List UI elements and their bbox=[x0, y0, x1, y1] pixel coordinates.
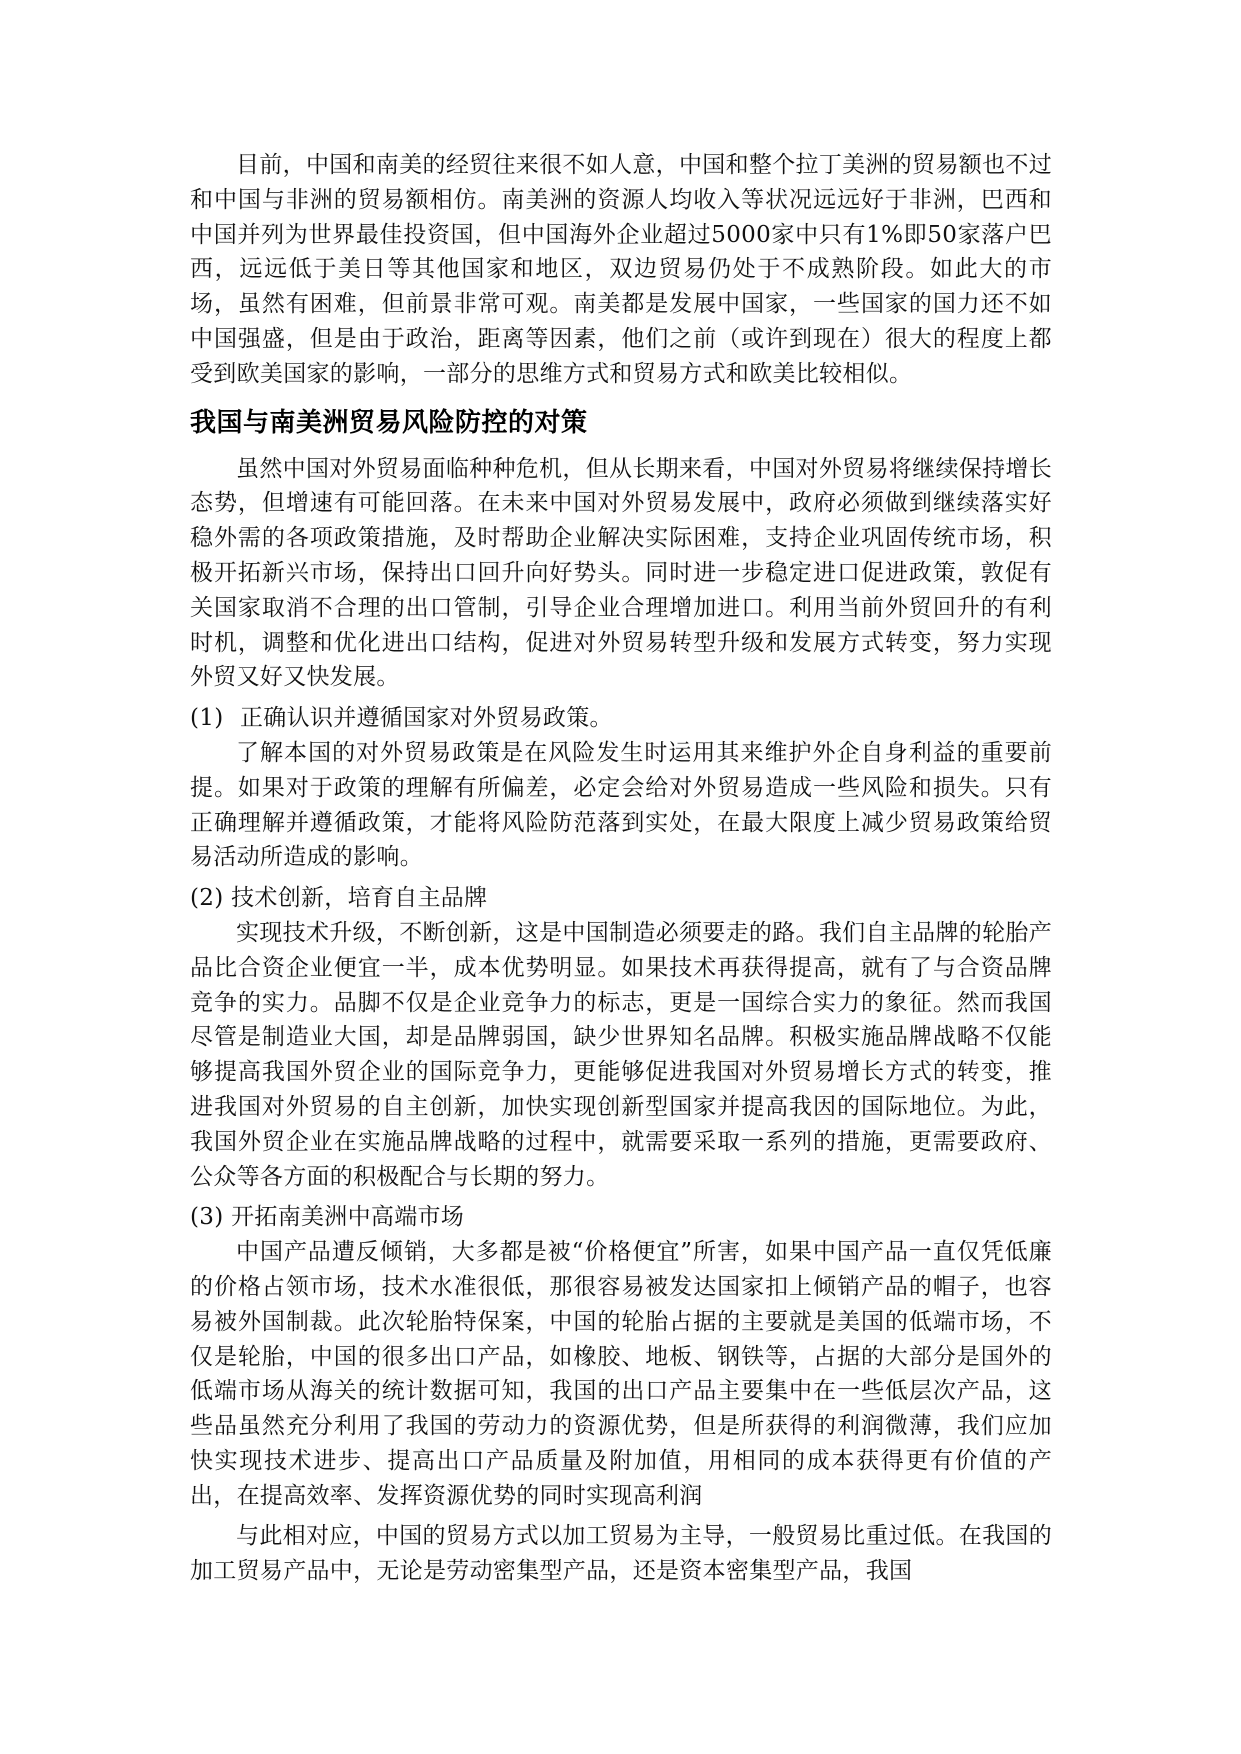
item-2-number: (2) bbox=[190, 885, 224, 912]
item-1-body: 了解本国的对外贸易政策是在风险发生时运用其来维护外企自身利益的重要前提。如果对于政策的理解有所偏差，必定会给对外贸易造成一些风险和损失。只有正确理解并遵循政策，才能将风险防范落到实处，在最大限度上减少贸易政策给贸易活动所造成的影响。 bbox=[190, 739, 1052, 871]
item-3-title: 开拓南美洲中高端市场 bbox=[231, 1204, 465, 1231]
item-3-body: 中国产品遭反倾销，大多都是被“价格便宜”所害，如果中国产品一直仅凭低廉的价格占领市场，技术水准很低，那很容易被发达国家扣上倾销产品的帽子，也容易被外国制裁。此次轮胎特保案，中国的轮胎占据的主要就是美国的低端市场，不仅是轮胎，中国的很多出口产品，如橡胶、地板、钢铁等，占据的大部分是国外的低端市场从海关的统计数据可知，我国的出口产品主要集中在一些低层次产品，这些品虽然充分利用了我国的劳动力的资源优势，但是所获得的利润微薄，我们应加快实现技术进步、提高出口产品质量及附加值，用相同的成本获得更有价值的产出，在提高效率、发挥资源优势的同时实现高利润 bbox=[190, 1239, 1052, 1509]
item-1-label bbox=[190, 701, 1052, 736]
item-3-body-continued: 与此相对应，中国的贸易方式以加工贸易为主导，一般贸易比重过低。在我国的加工贸易产品中，无论是劳动密集型产品，还是资本密集型产品，我国 bbox=[190, 1523, 1052, 1585]
intro-paragraph: 目前，中国和南美的经贸往来很不如人意，中国和整个拉丁美洲的贸易额也不过和中国与非洲的贸易额相仿。南美洲的资源人均收入等状况远远好于非洲，巴西和中国并列为世界最佳投资国，但中国海外企业超过5000家中只有1%即50家落户巴西，远远低于美日等其他国家和地区，双边贸易仍处于不成熟阶段。如此大的市场，虽然有困难，但前景非常可观。南美都是发展中国家，一些国家的国力还不如中国强盛，但是由于政治，距离等因素，他们之前（或许到现在）很大的程度上都受到欧美国家的影响，一部分的思维方式和贸易方式和欧美比较相似。 bbox=[190, 152, 1052, 387]
item-1-title: 正确认识并遵循国家对外贸易政策。 bbox=[240, 705, 613, 732]
section-heading: 我国与南美洲贸易风险防控的对策 bbox=[190, 407, 588, 438]
document-page bbox=[190, 148, 1052, 1589]
item-2-body: 实现技术升级，不断创新，这是中国制造必须要走的路。我们自主品牌的轮胎产品比合资企业便宜一半，成本优势明显。如果技术再获得提高，就有了与合资品牌竞争的实力。品脚不仅是企业竞争力的标志，更是一国综合实力的象征。然而我国尽管是制造业大国，却是品牌弱国，缺少世界知名品牌。积极实施品牌战略不仅能够提高我国外贸企业的国际竞争力，更能够促进我国对外贸易增长方式的转变，推进我国对外贸易的自主创新，加快实现创新型国家并提高我因的国际地位。为此，我国外贸企业在实施品牌战略的过程中，就需要采取一系列的措施，更需要政府、公众等各方面的积极配合与长期的努力。 bbox=[190, 919, 1052, 1190]
item-3-number: (3) bbox=[190, 1204, 224, 1231]
item-3-label bbox=[190, 1200, 1052, 1235]
item-1-number: (1) bbox=[190, 705, 224, 732]
item-2-label bbox=[190, 881, 1052, 916]
overview-paragraph: 虽然中国对外贸易面临种种危机，但从长期来看，中国对外贸易将继续保持增长态势，但增速有可能回落。在未来中国对外贸易发展中，政府必须做到继续落实好稳外需的各项政策措施，及时帮助企业解决实际困难，支持企业巩固传统市场，积极开拓新兴市场，保持出口回升向好势头。同时进一步稳定进口促进政策，敦促有关国家取消不合理的出口管制，引导企业合理增加进口。利用当前外贸回升的有利时机，调整和优化进出口结构，促进对外贸易转型升级和发展方式转变，努力实现外贸又好又快发展。 bbox=[190, 455, 1052, 691]
item-2-title: 技术创新，培育自主品牌 bbox=[231, 885, 488, 912]
